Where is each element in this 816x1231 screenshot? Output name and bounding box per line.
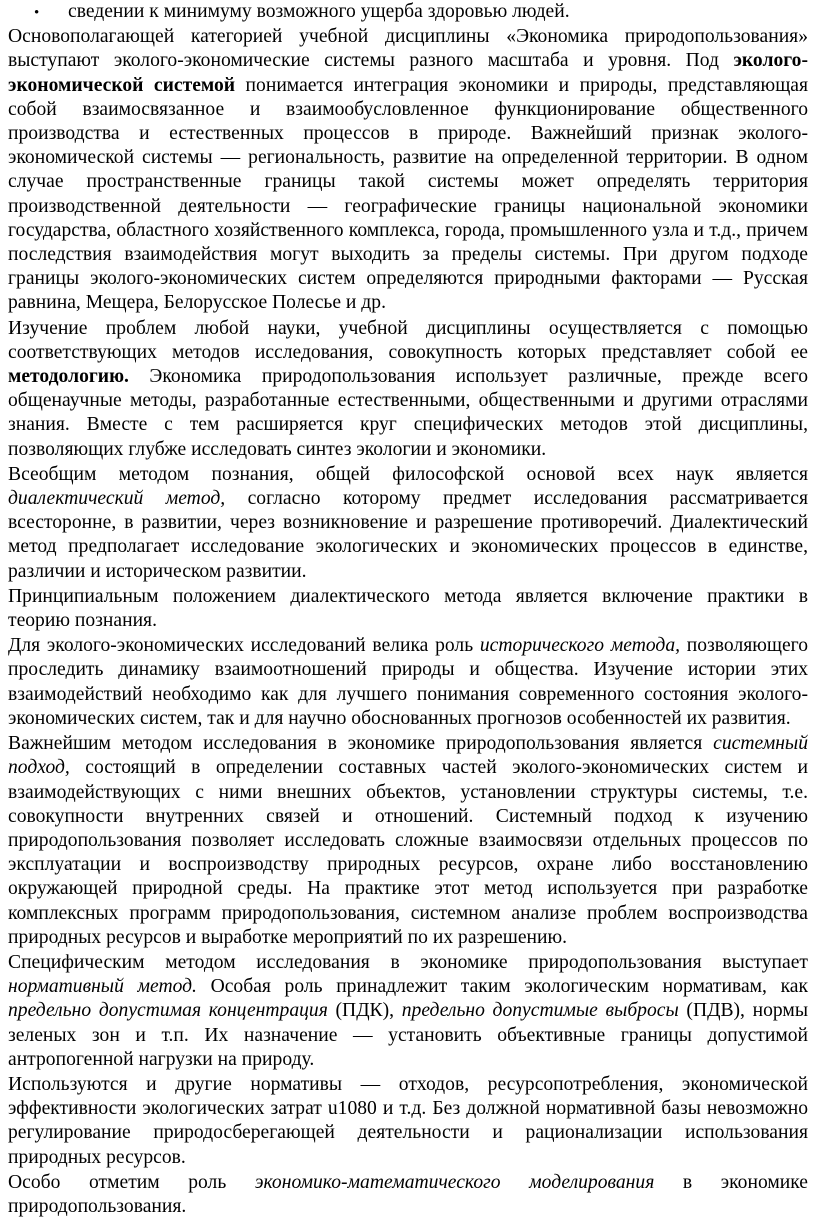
text-run: Для эколого-экономических исследований велика роль [8,635,480,657]
paragraph-practice [8,585,808,633]
bold-term: эколого-экономической системой [8,50,808,96]
italic-term: предельно допустимые выбросы [401,1000,679,1022]
paragraph-systemic [8,732,808,950]
paragraph-historical [8,634,808,731]
text-run: Специфическим методом исследования в экономике природопользования выступает [8,951,808,973]
text-run: Особо отметим роль [8,1171,255,1193]
text-run: (ПДК), [327,1000,402,1022]
italic-term: исторического метода, [479,635,681,657]
bullet-item [8,0,808,25]
text-run: Используются и другие нормативы — отходов, ресурсопотребления, экономической эффективности экологических затрат u1080 и т.д. Без должной нормативной базы невозможно регулирование природосберегающей деятельности и рационализации использования природных ресурсов. [8,1073,808,1168]
paragraph-dialectic [8,463,808,584]
text-run: согласно которому предмет исследования рассматривается всесторонне, в развитии, через возникновение и разрешение противоречий. Диалектический метод предполагает исследование экологических и экономических процессов в единстве, различии и историческом развитии. [8,488,808,582]
text-run: Экономика природопользования использует различные, прежде всего общенаучные методы, разработанные естественными, общественными и другими отраслями знания. Вместе с тем расширяется круг специфических методов этой дисциплины, позволяющих глубже исследовать синтез экологии и экономики. [8,366,808,460]
bullet-icon: • [34,5,40,21]
italic-term: диалектический метод, [8,488,226,510]
text-run: понимается интеграция экономики и природы, представляющая собой взаимосвязанное и взаимообусловленное функционирование общественного производства и естественных процессов в природе. Важнейший признак эколого-экономической системы — региональность, развитие на определенной территории. В одном случае пространственные границы такой системы может определять территория производственной деятельности — географические границы национальной экономики государства, областного хозяйственного комплекса, города, промышленного узла и т.д., причем последствия взаимодействия могут выходить за пределы системы. При другом подходе границы эколого-экономических систем определяются природными факторами — Русская равнина, Мещера, Белорусское Полесье и др. [8,74,808,314]
text-run: в экономике природопользования. [8,1171,808,1217]
text-run: (ПДВ), нормы зеленых зон и т.п. Их назначение — установить объективные границы допустимой антропогенной нагрузки на природу. [8,1000,808,1070]
paragraph-modeling [8,1171,808,1219]
paragraph-normative [8,951,808,1072]
text-run: Принципиальным положением диалектического метода является включение практики в теорию познания. [8,585,808,632]
bullet-text: сведении к минимуму возможного ущерба здоровью людей. [68,1,570,22]
text-run: Всеобщим методом познания, общей философской основой всех наук является [8,463,808,485]
text-run: Изучение проблем любой науки, учебной дисциплины осуществляется с помощью соответствующих методов исследования, совокупность которых представляет собой ее [8,317,808,363]
paragraph-methodology [8,317,808,462]
italic-term: экономико-математического моделирования [254,1171,655,1193]
paragraph-eco-system [8,25,808,315]
bold-term: методологию. [8,366,129,388]
text-run: состоящий в определении составных частей эколого-экономических систем и взаимодействующих с ними внешних объектов, установлении структуры системы, т.е. совокупности внутренних связей и отношений. Системный подход к изучению природопользования позволяет исследовать сложные взаимосвязи отдельных процессов по эксплуатации и воспроизводству природных ресурсов, охране либо восстановлению окружающей природной среды. На практике этот метод используется при разработке комплексных программ природопользования, системном анализе проблем воспроизводства природных ресурсов и выработке мероприятий по их разрешению. [8,757,808,948]
text-run: Важнейшим методом исследования в экономике природопользования является [8,733,714,755]
text-run: позволяющего проследить динамику взаимоотношений природы и общества. Изучение истории этих взаимодействий необходимо как для лучшего понимания современного состояния эколого-экономических систем, так и для научно обоснованных прогнозов особенностей их развития. [8,635,809,729]
italic-term: предельно допустимая концентрация [8,1000,328,1022]
italic-term: системный подход, [8,733,808,779]
text-run: Основополагающей категорией учебной дисциплины «Экономика природопользования» выступают эколого-экономические системы разного масштаба и уровня. Под [8,26,808,72]
italic-term: нормативный метод. [8,976,197,998]
paragraph-other-norms [8,1073,808,1170]
text-run: Особая роль принадлежит таким экологическим нормативам, как [196,976,809,998]
